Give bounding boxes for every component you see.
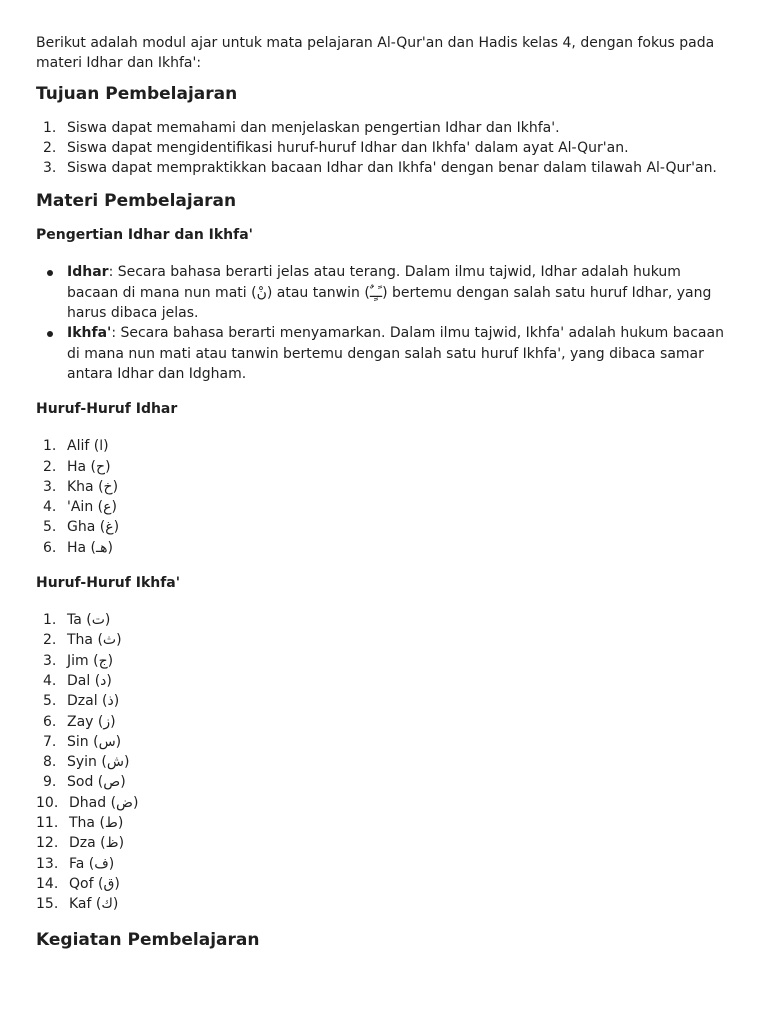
heading-tujuan: Tujuan Pembelajaran <box>36 83 238 104</box>
bullet-icon <box>47 270 53 276</box>
pengertian-list <box>36 262 732 384</box>
term-idhar: Idhar <box>67 264 109 281</box>
list-item: 1. Alif (ا) <box>43 438 109 455</box>
list-item: 7. Sin (س) <box>43 733 122 750</box>
list-item: 6. Zay (ز) <box>43 713 116 730</box>
intro-paragraph: Berikut adalah modul ajar untuk mata pelajaran Al-Qur'an dan Hadis kelas 4, dengan fokus pada materi Idhar dan Ikhfa': <box>36 35 715 72</box>
list-item: 11. Tha (ط) <box>36 815 124 832</box>
tujuan-list <box>36 118 732 179</box>
list-item: 4. Dal (د) <box>43 672 112 689</box>
list-item: 3. Jim (ج) <box>43 652 114 669</box>
definition-idhar: : Secara bahasa berarti jelas atau terang. Dalam ilmu tajwid, Idhar adalah hukum bacaan di mana nun mati (نْ) atau tanwin (ـًـٍـٌ) bertemu dengan salah satu huruf Idhar, yang harus dibaca jelas. <box>67 264 712 322</box>
list-item: 13. Fa (ف) <box>36 855 115 872</box>
list-item: 1. Ta (ت) <box>43 612 111 629</box>
list-item: 3. Kha (خ) <box>43 478 119 495</box>
list-item <box>36 323 732 384</box>
list-item <box>36 262 732 323</box>
list-item: 1. Siswa dapat memahami dan menjelaskan pengertian Idhar dan Ikhfa'. <box>43 119 560 136</box>
bullet-icon <box>47 331 53 337</box>
list-item: 8. Syin (ش) <box>43 754 130 771</box>
heading-kegiatan: Kegiatan Pembelajaran <box>36 929 260 950</box>
term-ikhfa: Ikhfa' <box>67 325 112 342</box>
heading-pengertian: Pengertian Idhar dan Ikhfa' <box>36 227 253 244</box>
heading-huruf-ikhfa: Huruf-Huruf Ikhfa' <box>36 575 181 592</box>
heading-huruf-idhar: Huruf-Huruf Idhar <box>36 401 178 418</box>
list-item: 15. Kaf (ك) <box>36 896 119 913</box>
list-item: 9. Sod (ص) <box>43 774 126 791</box>
list-item: 10. Dhad (ض) <box>36 794 139 811</box>
ikhfa-list <box>36 610 732 914</box>
definition-ikhfa: : Secara bahasa berarti menyamarkan. Dalam ilmu tajwid, Ikhfa' adalah hukum bacaan di mana nun mati atau tanwin bertemu dengan salah satu huruf Ikhfa', yang dibaca samar antara Idhar dan Idgham. <box>67 325 724 382</box>
list-item: 4. 'Ain (ع) <box>43 499 117 516</box>
list-item: 5. Gha (غ) <box>43 519 120 536</box>
list-item: 6. Ha (هـ) <box>43 539 113 556</box>
list-item: 2. Siswa dapat mengidentifikasi huruf-huruf Idhar dan Ikhfa' dalam ayat Al-Qur'an. <box>43 139 629 156</box>
list-item: 3. Siswa dapat mempraktikkan bacaan Idhar dan Ikhfa' dengan benar dalam tilawah Al-Qur'an. <box>43 160 717 177</box>
list-item: 2. Ha (ح) <box>43 458 111 475</box>
idhar-list <box>36 436 732 558</box>
list-item: 2. Tha (ث) <box>43 632 122 649</box>
heading-materi: Materi Pembelajaran <box>36 191 237 212</box>
list-item: 14. Qof (ق) <box>36 875 120 892</box>
list-item: 12. Dza (ظ) <box>36 835 125 852</box>
list-item: 5. Dzal (ذ) <box>43 693 120 710</box>
